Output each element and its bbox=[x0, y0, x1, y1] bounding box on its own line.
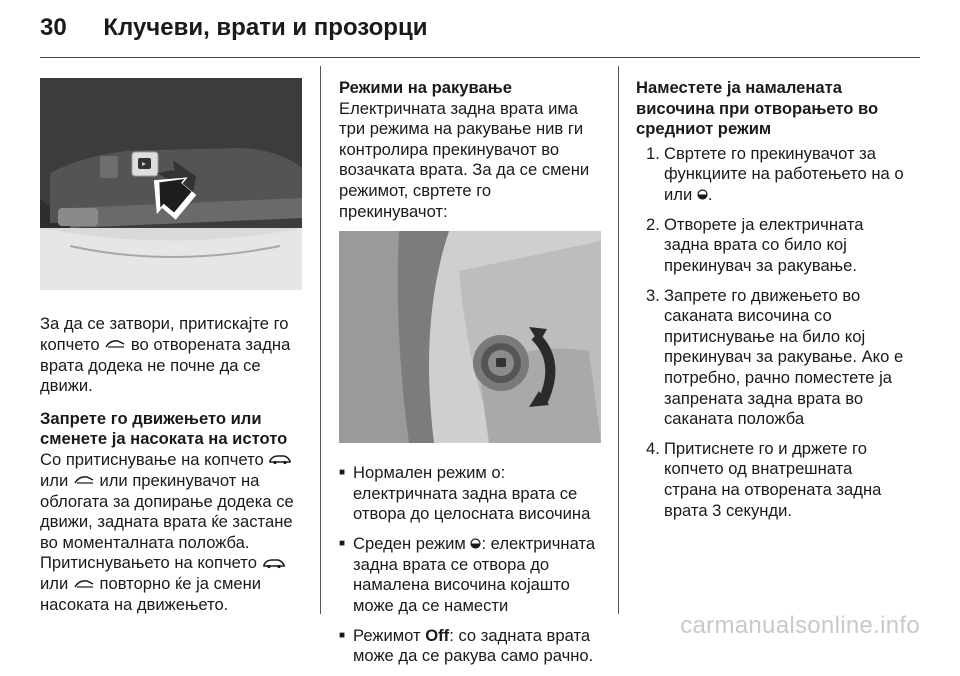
reverse-text-2: или bbox=[40, 574, 69, 594]
steps-list bbox=[636, 144, 906, 521]
tailgate-open-icon bbox=[73, 575, 95, 596]
step-text: Свртете го прекинувачот за функциите на работењето на о или bbox=[664, 143, 904, 204]
close-instruction bbox=[40, 314, 302, 397]
reverse-text-3: повторно ќе ја смени насоката на движењето. bbox=[40, 574, 262, 615]
modes-intro: Електричната задна врата има три режима на ракување нив ги контролира прекинувачот во возачката врата. За да се смени режимот, свртете го прекинувачот: bbox=[339, 98, 590, 221]
stop-text-3: или прекинувачот на облогата за допирање додека се движи, задната врата ќе застане во моменталната положба. bbox=[40, 470, 294, 552]
stop-heading: Запрете го движењето или сменете ја насоката на истото bbox=[40, 408, 288, 449]
list-item bbox=[636, 286, 906, 430]
middle-mode-label: Среден режим bbox=[353, 533, 466, 553]
column-1 bbox=[40, 78, 302, 616]
stop-text-1: Со притиснување на копчето bbox=[40, 449, 264, 469]
half-circle-icon bbox=[470, 534, 481, 555]
step-text: Запрете го движењето во саканата височина со притиснување на било кој прекинувач за ракување. Ако е потребно, рачно поместете ја запрената задна врата во саканата положба bbox=[664, 285, 904, 429]
modes-list bbox=[339, 463, 601, 667]
off-mode-label: Режимот bbox=[353, 625, 421, 645]
off-mode-text: : со задната врата може да се ракува само рачно. bbox=[353, 625, 594, 666]
list-item bbox=[339, 626, 601, 667]
header-rule bbox=[40, 57, 920, 58]
close-text-2: во отворената задна врата додека не почне да се движи. bbox=[40, 334, 291, 396]
list-item bbox=[636, 144, 906, 206]
step-number: 3. bbox=[646, 285, 660, 305]
normal-mode-text: Нормален режим o: електричната задна врата се отвора до целосната височина bbox=[353, 463, 591, 524]
column-3 bbox=[636, 78, 906, 530]
list-item bbox=[636, 215, 906, 277]
page-number: 30 bbox=[40, 14, 67, 41]
car-key-icon bbox=[268, 450, 292, 471]
stop-instruction bbox=[40, 450, 302, 554]
tailgate-open-icon bbox=[104, 335, 126, 356]
column-divider-2 bbox=[618, 66, 619, 614]
door-switch-photo bbox=[339, 231, 601, 443]
reverse-text-1: Притиснувањето на копчето bbox=[40, 553, 257, 573]
tailgate-open-icon bbox=[73, 471, 95, 492]
stop-text-2: или bbox=[40, 470, 69, 490]
step-text-end: . bbox=[707, 184, 713, 204]
adjust-heading: Наместете ја намалената височина при отворањето во средниот режим bbox=[636, 78, 879, 139]
half-circle-icon bbox=[697, 185, 708, 206]
close-text-1: За да се затвори, притискајте го копчето bbox=[40, 314, 289, 354]
car-key-icon bbox=[262, 554, 286, 575]
list-item bbox=[636, 439, 906, 521]
column-2 bbox=[339, 78, 601, 676]
step-number: 2. bbox=[646, 214, 660, 234]
step-text: Притиснете го и држете го копчето од внатрешната страна на отворената задна врата 3 секунди. bbox=[664, 438, 882, 520]
step-number: 4. bbox=[646, 438, 660, 458]
middle-mode-text: : електричната задна врата се отвора до намалена височина којашто може да се намести bbox=[353, 533, 596, 616]
step-number: 1. bbox=[646, 143, 660, 163]
off-mode-value: Off bbox=[425, 625, 450, 645]
tailgate-illustration bbox=[40, 78, 302, 290]
reverse-instruction bbox=[40, 553, 302, 615]
modes-heading: Режими на ракување bbox=[339, 78, 512, 97]
column-divider-1 bbox=[320, 66, 321, 614]
door-switch-illustration bbox=[339, 231, 601, 443]
watermark: carmanualsonline.info bbox=[680, 612, 920, 639]
step-text: Отворете ја електричната задна врата со било кој прекинувач за ракување. bbox=[664, 214, 864, 276]
page-header bbox=[40, 14, 427, 42]
list-item bbox=[339, 534, 601, 617]
tailgate-button-photo bbox=[40, 78, 302, 290]
list-item bbox=[339, 463, 601, 525]
page-title: Клучеви, врати и прозорци bbox=[103, 14, 428, 41]
